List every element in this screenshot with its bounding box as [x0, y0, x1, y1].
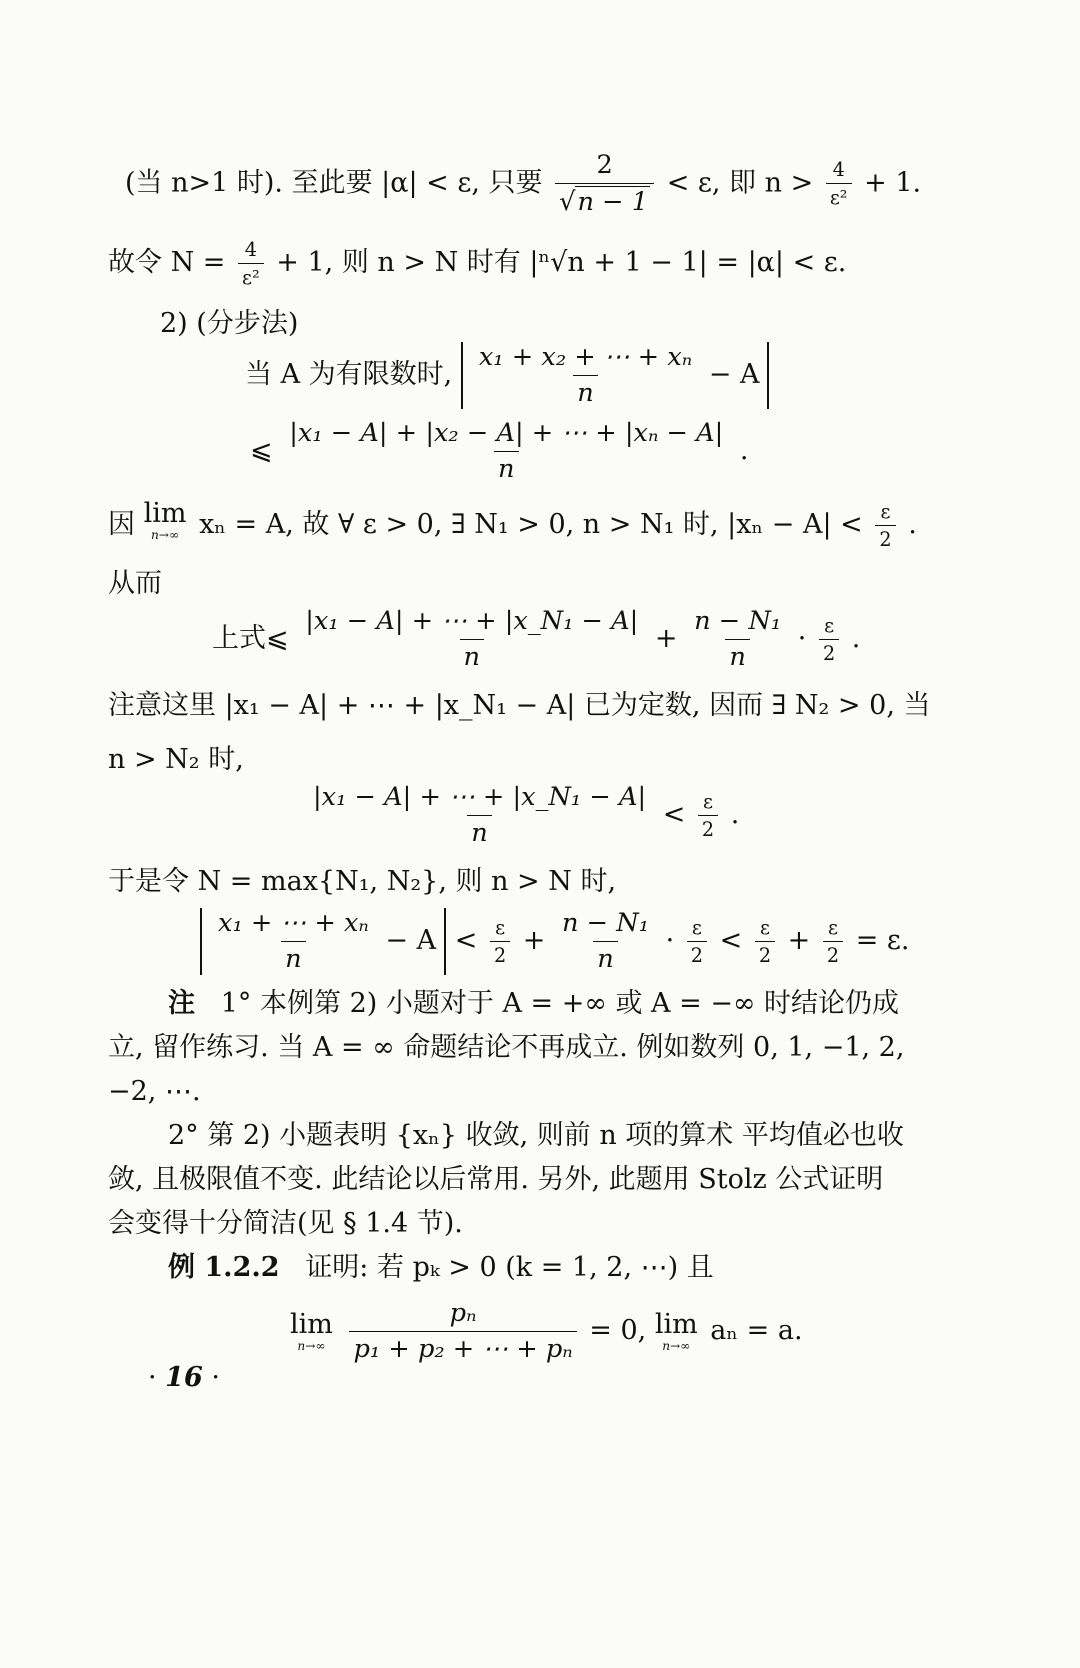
text-segment: ⩽	[250, 435, 273, 467]
text-segment: 故令 N =	[108, 247, 226, 279]
limit-operator	[654, 1308, 698, 1353]
denominator: 2	[875, 525, 895, 551]
text-segment: 因	[108, 509, 135, 541]
text-segment: + 1, 则 n > N 时有 |ⁿ√n + 1 − 1| = |α| < ε.	[276, 247, 847, 279]
numerator: ε	[828, 915, 838, 939]
lim-subscript: n→∞	[297, 1338, 326, 1353]
numerator: 4	[832, 158, 845, 182]
text-segment: 1° 本例第 2) 小题对于 A = +∞ 或 A = −∞ 时结论仍成	[220, 988, 900, 1019]
text-line-14	[168, 988, 899, 1020]
note-label: 注	[168, 988, 195, 1019]
numerator: |x₁ − A| + |x₂ − A| + ⋯ + |xₙ − A|	[289, 418, 724, 448]
numerator: ε	[691, 915, 702, 939]
example-label: 例 1.2.2	[168, 1252, 280, 1283]
numerator: 4	[244, 238, 257, 261]
text-line-21	[290, 1298, 803, 1365]
text-line-18: 敛, 且极限值不变. 此结论以后常用. 另外, 此题用 Stolz 公式证明	[108, 1164, 884, 1195]
denominator: 2	[698, 815, 718, 841]
absolute-value	[200, 908, 446, 975]
text-segment: .	[851, 623, 861, 655]
text-segment: <	[454, 925, 478, 957]
fraction	[755, 916, 775, 967]
fraction	[558, 908, 653, 975]
denominator: p₁ + p₂ + ⋯ + pₙ	[349, 1331, 576, 1365]
limit-operator	[290, 1308, 333, 1353]
text-line-16: −2, ⋯.	[108, 1076, 201, 1107]
numerator: |x₁ − A| + ⋯ + |x_N₁ − A|	[305, 606, 639, 636]
numerator: pₙ	[449, 1298, 477, 1328]
denominator: n	[281, 941, 306, 975]
lim-label: lim	[143, 498, 187, 529]
denominator: n	[494, 451, 519, 485]
numerator: ε	[880, 500, 891, 523]
numerator: x₁ + ⋯ + xₙ	[218, 908, 369, 938]
fraction	[687, 916, 707, 967]
fraction	[309, 782, 650, 849]
text-segment: 证明: 若 pₖ > 0 (k = 1, 2, ⋯) 且	[305, 1252, 714, 1283]
fraction	[238, 238, 264, 289]
text-line-9: 注意这里 |x₁ − A| + ⋯ + |x_N₁ − A| 已为定数, 因而 ∃ N₂ > 0, 当	[108, 690, 931, 721]
denominator: √n − 1	[555, 183, 654, 218]
numerator: 2	[596, 150, 613, 180]
fraction	[555, 150, 654, 218]
denominator: n	[593, 941, 618, 975]
denominator: n	[573, 375, 598, 409]
lim-label: lim	[654, 1308, 698, 1340]
denominator: 2	[490, 941, 510, 967]
denominator: n	[467, 815, 492, 849]
numerator: ε	[759, 915, 770, 939]
text-segment: − A	[708, 359, 760, 391]
fraction	[475, 342, 696, 409]
numerator: n − N₁	[694, 606, 782, 636]
text-line-8	[212, 606, 860, 673]
fraction	[301, 606, 642, 673]
numerator: n − N₁	[561, 908, 649, 938]
text-line-5	[250, 418, 748, 485]
absolute-value	[461, 342, 770, 409]
limit-operator	[144, 500, 187, 541]
lim-subscript: n→∞	[662, 1338, 691, 1353]
denominator: 2	[819, 639, 839, 665]
text-segment: +	[787, 925, 811, 957]
text-segment: + 1.	[864, 167, 922, 199]
text-line-2	[108, 238, 846, 289]
text-line-19: 会变得十分简洁(见 § 1.4 节).	[108, 1208, 463, 1239]
fraction	[490, 916, 510, 967]
numerator: ε	[495, 915, 506, 939]
text-line-11	[305, 782, 739, 849]
fraction	[214, 908, 373, 975]
text-segment: +	[522, 925, 546, 957]
text-line-12: 于是令 N = max{N₁, N₂}, 则 n > N 时,	[108, 866, 617, 897]
denominator: ε²	[238, 263, 264, 289]
text-segment: xₙ = A, 故 ∀ ε > 0, ∃ N₁ > 0, n > N₁ 时, |xₙ − A| <	[199, 509, 863, 541]
denominator: n	[460, 639, 485, 673]
text-segment: 上式⩽	[212, 623, 289, 655]
text-segment: .	[908, 509, 917, 541]
text-segment: +	[654, 623, 678, 655]
fraction	[698, 790, 718, 841]
text-segment: <	[719, 925, 743, 957]
lim-subscript: n→∞	[150, 528, 180, 542]
text-segment: < ε, 即 n >	[666, 167, 814, 199]
text-line-1	[125, 150, 921, 218]
page-number-value: 16	[165, 1362, 203, 1393]
denominator: 2	[755, 941, 775, 967]
denominator: n	[725, 639, 750, 673]
radicand: n − 1	[577, 186, 649, 217]
fraction	[823, 916, 843, 967]
numerator: |x₁ − A| + ⋯ + |x_N₁ − A|	[313, 782, 647, 812]
text-line-4	[245, 342, 769, 409]
text-segment: 当 A 为有限数时,	[245, 359, 453, 391]
fraction	[826, 158, 852, 209]
fraction	[875, 500, 895, 551]
text-line-15: 立, 留作练习. 当 A = ∞ 命题结论不再成立. 例如数列 0, 1, −1, 2,	[108, 1032, 905, 1063]
text-segment: .	[739, 435, 749, 467]
text-line-3: 2) (分步法)	[160, 308, 299, 339]
fraction	[285, 418, 727, 485]
text-segment: <	[662, 799, 686, 831]
page-number: · 16 ·	[148, 1362, 220, 1393]
denominator: 2	[823, 941, 843, 967]
numerator: x₁ + x₂ + ⋯ + xₙ	[478, 342, 693, 372]
text-segment: ·	[797, 623, 807, 655]
text-segment: .	[730, 799, 740, 831]
fraction	[819, 614, 839, 665]
text-line-17: 2° 第 2) 小题表明 {xₙ} 收敛, 则前 n 项的算术 平均值必也收	[168, 1120, 904, 1151]
text-line-7: 从而	[108, 568, 162, 599]
text-line-6	[108, 500, 917, 551]
text-segment: − A	[385, 925, 437, 957]
numerator: ε	[703, 789, 714, 813]
text-segment: = 0,	[589, 1315, 647, 1347]
lim-label: lim	[290, 1308, 333, 1340]
denominator: 2	[687, 941, 707, 967]
text-segment: (当 n>1 时). 至此要 |α| < ε, 只要	[125, 167, 543, 199]
text-segment: = ε.	[855, 925, 910, 957]
text-line-20	[168, 1252, 714, 1284]
denominator: ε²	[826, 183, 852, 209]
fraction	[690, 606, 785, 673]
fraction	[349, 1298, 576, 1365]
text-segment: aₙ = a.	[710, 1315, 803, 1347]
text-segment: ·	[665, 925, 675, 957]
text-line-10: n > N₂ 时,	[108, 744, 244, 775]
numerator: ε	[824, 613, 835, 637]
text-line-13	[200, 908, 909, 975]
